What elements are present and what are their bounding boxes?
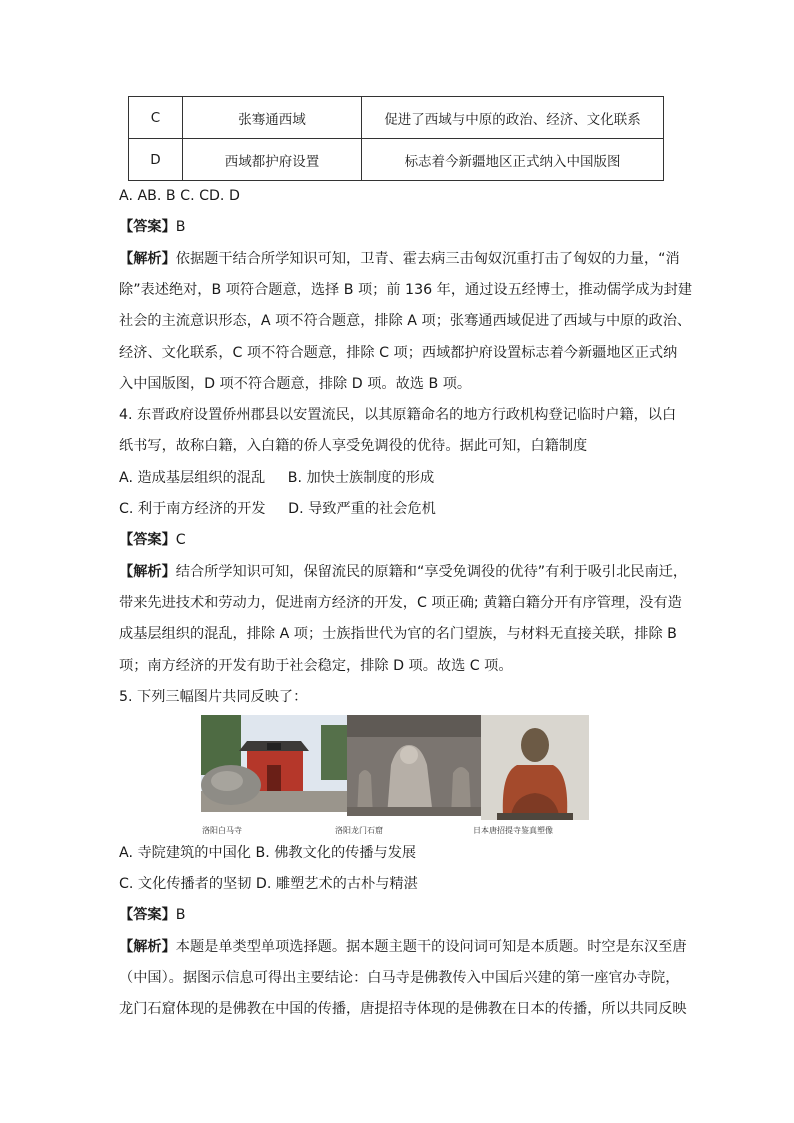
answer-value: B xyxy=(175,907,186,923)
baima-temple-photo xyxy=(201,715,347,812)
q5-analysis-line: 龙门石窟体现的是佛教在中国的传播，唐提招寺体现的是佛教在日本的传播，所以共同反映 xyxy=(119,1001,687,1017)
photo-caption: 洛阳龙门石窟 xyxy=(335,826,383,835)
q4-analysis-line: 项；南方经济的开发有助于社会稳定，排除 D 项。故选 C 项。 xyxy=(119,658,513,674)
analysis-label: 【解析】 xyxy=(119,564,176,580)
q5-answer xyxy=(119,905,186,925)
q3-answer xyxy=(119,217,186,237)
jianzhen-statue-photo xyxy=(481,715,589,820)
q5-analysis-line: （中国）。据图示信息可得出主要结论：白马寺是佛教传入中国后兴建的第一座官办寺院， xyxy=(119,970,680,986)
analysis-label: 【解析】 xyxy=(119,251,176,267)
q4-answer xyxy=(119,530,186,550)
analysis-label: 【解析】 xyxy=(119,939,176,955)
answer-value: B xyxy=(175,219,186,235)
table-cell-effect: 促进了西域与中原的政治、经济、文化联系 xyxy=(362,97,664,139)
q5-analysis-line: 【解析】本题是单类型单项选择题。据本题主题干的设问词可知是本质题。时空是东汉至唐 xyxy=(119,939,687,955)
q4-analysis-line: 带来先进技术和劳动力，促进南方经济的开发，C 项正确; 黄籍白籍分开有序管理，没有造 xyxy=(119,595,682,611)
q5-stem: 5. 下列三幅图片共同反映了： xyxy=(119,689,308,705)
q3-analysis-line: 经济、文化联系，C 项不符合题意，排除 C 项；西域都护府设置标志着今新疆地区正式纳 xyxy=(119,345,678,361)
table-cell-event: 西域都护府设置 xyxy=(182,139,361,181)
answer-label: 【答案】 xyxy=(119,907,176,923)
q5-photo-strip xyxy=(201,715,589,839)
q4-analysis-line: 成基层组织的混乱，排除 A 项；士族指世代为官的名门望族，与材料无直接关联，排除 B xyxy=(119,626,677,642)
table-cell-option: D xyxy=(129,139,183,181)
q3-options: A. AB. B C. CD. D xyxy=(119,188,240,204)
photo-caption: 日本唐招提寺鉴真塑像 xyxy=(473,826,553,835)
q4-options-line: C. 利于南方经济的开发 D. 导致严重的社会危机 xyxy=(119,501,436,517)
q3-analysis-line: 入中国版图，D 项不符合题意，排除 D 项。故选 B 项。 xyxy=(119,376,472,392)
table-row xyxy=(129,139,664,181)
answer-label: 【答案】 xyxy=(119,532,176,548)
longmen-grottoes-photo xyxy=(347,715,481,816)
table-cell-effect: 标志着今新疆地区正式纳入中国版图 xyxy=(362,139,664,181)
table-cell-option: C xyxy=(129,97,183,139)
q5-options-line: C. 文化传播者的坚韧 D. 雕塑艺术的古朴与精湛 xyxy=(119,876,418,892)
answer-value: C xyxy=(175,532,186,548)
table-row xyxy=(129,97,664,139)
q5-options-line: A. 寺院建筑的中国化 B. 佛教文化的传播与发展 xyxy=(119,845,417,861)
q4-stem-line: 纸书写，故称白籍，入白籍的侨人享受免调役的优待。据此可知，白籍制度 xyxy=(119,438,588,454)
q3-analysis-line: 【解析】依据题干结合所学知识可知，卫青、霍去病三击匈奴沉重打击了匈奴的力量，“消 xyxy=(119,251,680,267)
q4-analysis-line: 【解析】结合所学知识可知，保留流民的原籍和“享受免调役的优待”有利于吸引北民南迁， xyxy=(119,564,688,580)
photo-caption: 洛阳白马寺 xyxy=(202,826,242,835)
options-table xyxy=(128,96,664,181)
q4-stem-line: 4. 东晋政府设置侨州郡县以安置流民，以其原籍命名的地方行政机构登记临时户籍，以白 xyxy=(119,407,677,423)
q4-options-line: A. 造成基层组织的混乱 B. 加快士族制度的形成 xyxy=(119,470,435,486)
q3-analysis-line: 除”表述绝对，B 项符合题意，选择 B 项；前 136 年，通过设五经博士，推动儒学成为封建 xyxy=(119,282,693,298)
table-cell-event: 张骞通西域 xyxy=(182,97,361,139)
answer-label: 【答案】 xyxy=(119,219,176,235)
q3-analysis-line: 社会的主流意识形态，A 项不符合题意，排除 A 项；张骞通西域促进了西域与中原的政治、 xyxy=(119,313,692,329)
